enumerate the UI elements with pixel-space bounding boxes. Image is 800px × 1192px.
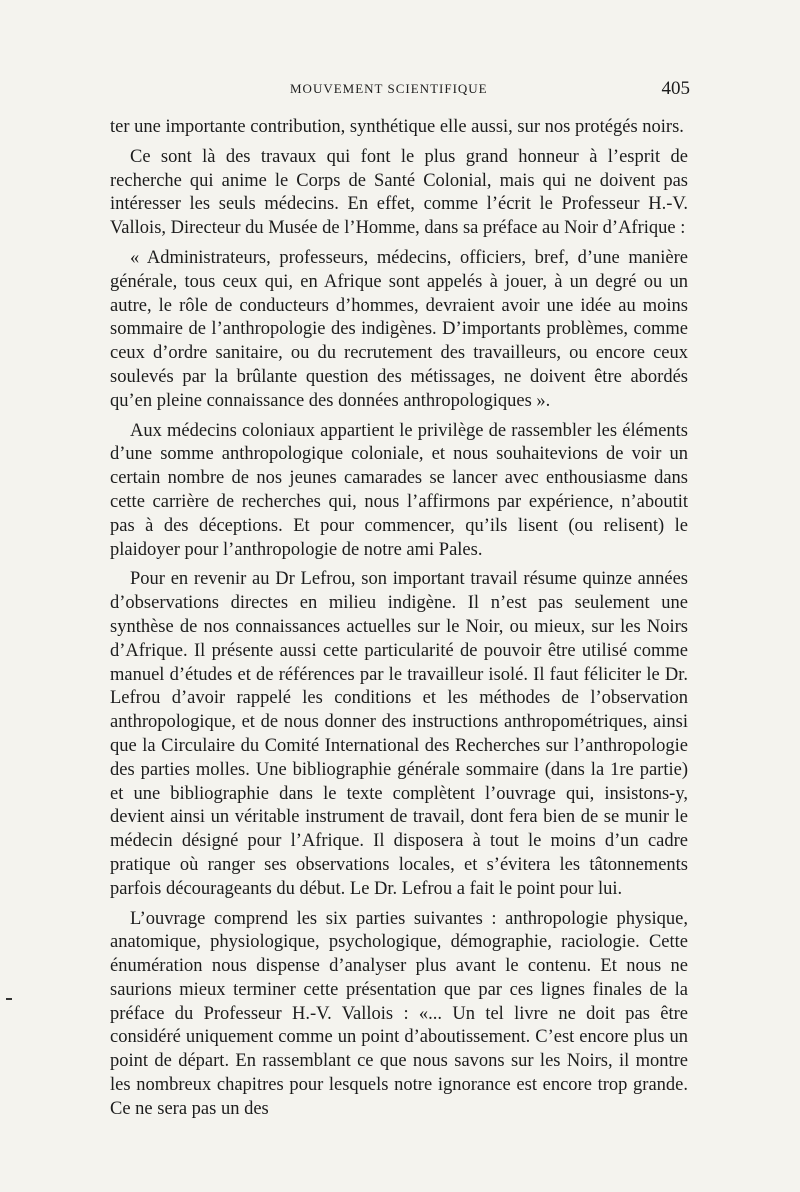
margin-mark (6, 998, 12, 1000)
paragraph-5: Pour en revenir au Dr Lefrou, son important travail résume quinze années d’observations directes en milieu indigène. Il n’est pas seulement une synthèse de nos connaissances actuelles sur le Noir, ou mieux, sur les Noirs d’Afrique. Il présente aussi cette particularité de pouvoir être utilisé comme manuel d’études et de références par le travailleur isolé. Il faut féliciter le Dr. Lefrou d’avoir rappelé les conditions et les méthodes de l’observation anthropologique, et de nous donner des instructions anthropométriques, ainsi que la Circulaire du Comité International des Recherches sur l’anthropologie des parties molles. Une bibliographie générale sommaire (dans la 1re partie) et une bibliographie dans le texte complètent l’ouvrage qui, insistons-y, devient ainsi un véritable instrument de travail, dont fera bien de se munir le médecin désigné pour l’Afrique. Il disposera à tout le moins d’un cadre pratique où ranger ses observations locales, et s’évitera les tâtonnements parfois décourageants du début. Le Dr. Lefrou a fait le point pour lui. (110, 569, 688, 899)
paragraph-2: Ce sont là des travaux qui font le plus grand honneur à l’esprit de recherche qui anime le Corps de Santé Colonial, mais qui ne doivent pas intéresser les seuls médecins. En effet, comme l’écrit le Professeur H.-V. Vallois, Directeur du Musée de l’Homme, dans sa préface au Noir d’Afrique : (110, 146, 688, 239)
page-header (110, 78, 690, 102)
paragraph-4: Aux médecins coloniaux appartient le privilège de rassembler les éléments d’une somme anthropologique coloniale, et nous souhaitevions de voir un certain nombre de nos jeunes camarades se lancer avec enthousiasme dans cette carrière de recherches qui, nous l’affirmons par expérience, n’aboutit pas à des déceptions. Et pour commencer, qu’ils lisent (ou relisent) le plaidoyer pour l’anthropologie de notre ami Pales. (110, 420, 688, 560)
paragraph-6: L’ouvrage comprend les six parties suivantes : anthropologie physique, anatomique, physiologique, psychologique, démographie, raciologie. Cette énumération nous dispense d’analyser plus avant le contenu. Et nous ne saurions mieux terminer cette présentation que par ces lignes finales de la préface du Professeur H.-V. Vallois : «... Un tel livre ne doit pas être considéré uniquement comme un point d’aboutissement. C’est encore plus un point de départ. En rassemblant ce que nous savons sur les Noirs, il montre les nombreux chapitres pour lesquels notre ignorance est encore trop grande. Ce ne sera pas un des (110, 908, 688, 1119)
body-text (110, 116, 688, 1122)
running-head: MOUVEMENT SCIENTIFIQUE (290, 81, 488, 96)
quotation-paragraph: « Administrateurs, professeurs, médecins, officiers, bref, d’une manière générale, tous ceux qui, en Afrique sont appelés à jouer, à un degré ou un autre, le rôle de conducteurs d’hommes, devraient avoir une idée au moins sommaire de l’anthropologie des indigènes. D’importants problèmes, comme ceux d’ordre sanitaire, ou du recrutement des travailleurs, ou encore ceux soulevés par la brûlante question des métissages, ne doivent être abordés qu’en pleine connaissance des données anthropologiques ». (110, 247, 688, 411)
paragraph-1: ter une importante contribution, synthétique elle aussi, sur nos protégés noirs. (110, 117, 684, 137)
page-number: 405 (661, 78, 690, 99)
